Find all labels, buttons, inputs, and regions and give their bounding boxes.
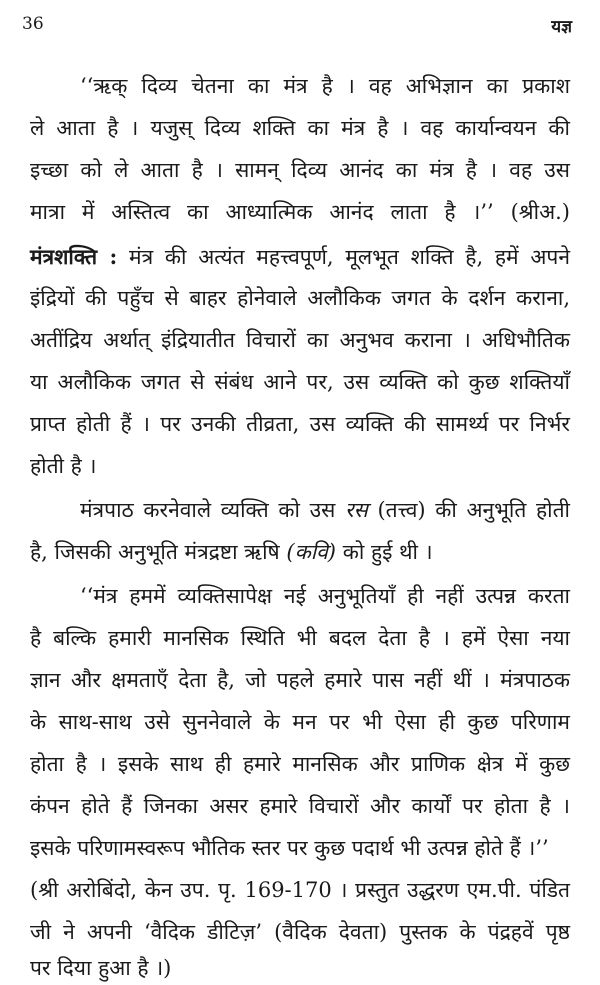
para2-line-3: अतींद्रिय अर्थात् इंद्रियातीत विचारों का अनुभव कराना । अधिभौतिक (30, 328, 570, 352)
para4-line-3: ज्ञान और क्षमताएँ देता है, जो पहले हमारे पास नहीं थीं । मंत्रपाठक (30, 668, 570, 692)
para4-line-10: पर दिया हुआ है ।) (30, 956, 172, 980)
para1-line-3: इच्छा को ले आता है । सामन् दिव्य आनंद का मंत्र है । वह उस (30, 158, 570, 182)
para4-line-9: जी ने अपनी ‘वैदिक डीटिज़’ (वैदिक देवता) पुस्तक के पंद्रहवें पृष्ठ (30, 920, 570, 944)
para4-line-4: के साथ-साथ उसे सुननेवाले के मन पर भी ऐसा ही कुछ परिणाम (30, 710, 570, 734)
para3-emphasis-kavi: (कवि) (286, 540, 337, 564)
para1-line-4: मात्रा में अस्तित्व का आध्यात्मिक आनंद लाता है ।’’ (श्रीअ.) (30, 200, 570, 224)
para3-text-d: को हुई थी । (342, 540, 433, 564)
para1-line-2: ले आता है । यजुस् दिव्य शक्ति का मंत्र है । वह कार्यान्वयन की (30, 116, 570, 140)
para3-text-b: (तत्त्व) की अनुभूति होती (377, 498, 570, 522)
para2-line-6: होती है । (30, 454, 97, 478)
term-mantrashakti: मंत्रशक्ति : (30, 244, 118, 269)
para2-line-1 (30, 246, 570, 268)
para4-line-2: है बल्कि हमारी मानसिक स्थिति भी बदल देता है । हमें ऐसा नया (30, 626, 570, 650)
para1-line-1: ‘‘ऋक् दिव्य चेतना का मंत्र है । वह अभिज्ञान का प्रकाश (80, 74, 570, 98)
para4-line-1: ‘‘मंत्र हममें व्यक्तिसापेक्ष नई अनुभूतियाँ ही नहीं उत्पन्न करता (80, 584, 570, 608)
para3-emphasis-ras: रस (345, 498, 368, 522)
para3-text-c: है, जिसकी अनुभूति मंत्रद्रष्टा ऋषि (30, 540, 280, 564)
page-number: 36 (22, 14, 44, 34)
para3-line-2 (30, 542, 570, 563)
para3-text-a: मंत्रपाठ करनेवाले व्यक्ति को उस (80, 498, 336, 522)
para4-line-6: कंपन होते हैं जिनका असर हमारे विचारों और कार्यों पर होता है । (30, 794, 570, 818)
para2-line-4: या अलौकिक जगत से संबंध आने पर, उस व्यक्ति को कुछ शक्तियाँ (30, 370, 570, 394)
para2-line-5: प्राप्त होती हैं । पर उनकी तीव्रता, उस व्यक्ति की सामर्थ्य पर निर्भर (30, 412, 570, 436)
para2-line-1-text: मंत्र की अत्यंत महत्त्वपूर्ण, मूलभूत शक्ति है, हमें अपने (129, 245, 570, 269)
para2-line-2: इंद्रियों की पहुँच से बाहर होनेवाले अलौकिक जगत के दर्शन कराना, (30, 286, 570, 310)
para3-line-1 (80, 500, 570, 521)
para4-line-5: होता है । इसके साथ ही हमारे मानसिक और प्राणिक क्षेत्र में कुछ (30, 752, 570, 776)
para4-line-7: इसके परिणामस्वरूप भौतिक स्तर पर कुछ पदार्थ भी उत्पन्न होते हैं ।’’ (30, 836, 549, 860)
running-title: यज्ञ (551, 17, 572, 37)
para4-line-8: (श्री अरोबिंदो, केन उप. पृ. 169-170 । प्रस्तुत उद्धरण एम.पी. पंडित (30, 878, 570, 902)
